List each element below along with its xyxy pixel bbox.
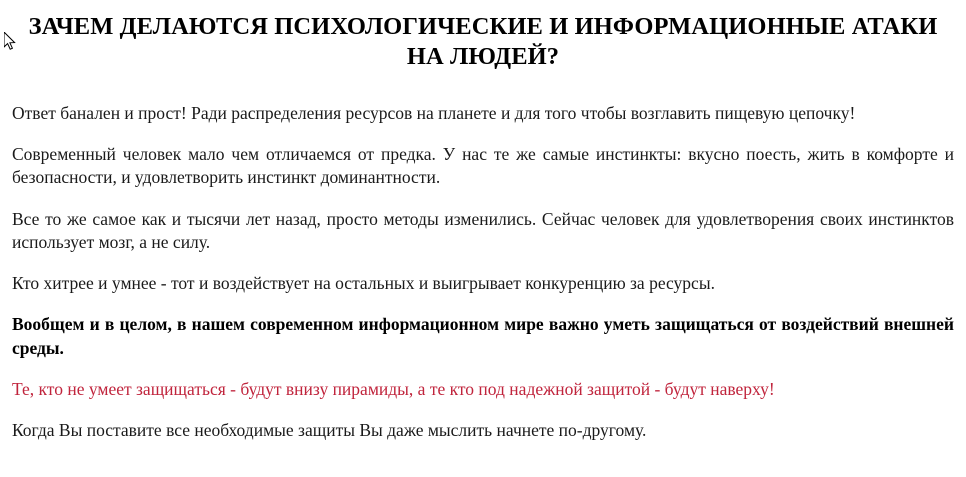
paragraph-2: Современный человек мало чем отличаемся от предка. У нас те же самые инстинкты: вкусно поесть, жить в комфорте и безопасности, и удовлетворить инстинкт доминантности. <box>12 144 954 188</box>
paragraph-4: Кто хитрее и умнее - тот и воздействует на остальных и выигрывает конкуренцию за ресурсы. <box>12 273 715 294</box>
paragraph-3: Все то же самое как и тысячи лет назад, просто методы изменились. Сейчас человек для удовлетворения своих инстинктов использует мозг, а не силу. <box>12 208 954 252</box>
paragraph-7: Когда Вы поставите все необходимые защиты Вы даже мыслить начнете по-другому. <box>12 420 647 441</box>
document-body <box>12 102 954 443</box>
paragraph-1: Ответ банален и прост! Ради распределения ресурсов на планете и для того чтобы возглавить пищевую цепочку! <box>12 102 856 123</box>
page-title: ЗАЧЕМ ДЕЛАЮТСЯ ПСИХОЛОГИЧЕСКИЕ И ИНФОРМАЦИОННЫЕ АТАКИ НА ЛЮДЕЙ? <box>28 13 938 70</box>
paragraph-5-emphasis: Вообщем и в целом, в нашем современном информационном мире важно уметь защищаться от воздействий внешней среды. <box>12 314 954 358</box>
paragraph-6-accent: Те, кто не умеет защищаться - будут внизу пирамиды, а те кто под надежной защитой - будут наверху! <box>12 378 775 399</box>
